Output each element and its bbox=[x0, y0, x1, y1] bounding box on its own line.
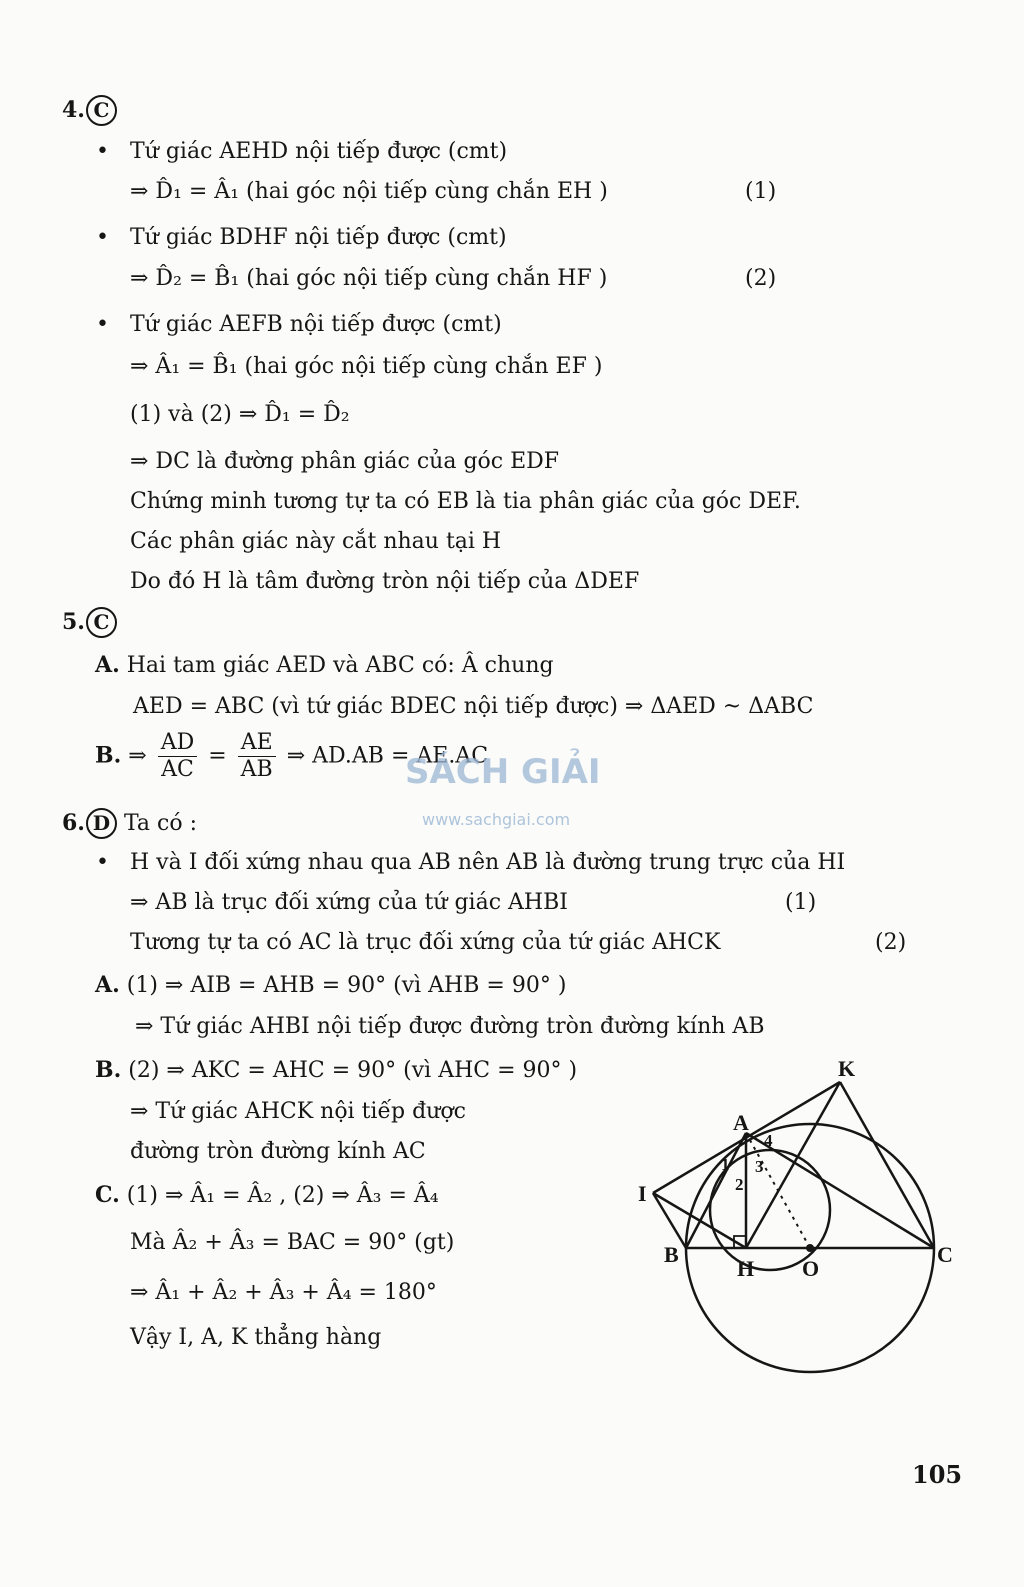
q4-line-10: Các phân giác này cắt nhau tại H bbox=[130, 529, 502, 554]
segment-ih bbox=[653, 1193, 746, 1248]
q6-answer-circle: D bbox=[86, 808, 117, 839]
label-c: C bbox=[937, 1242, 953, 1267]
q6-c-line-3: ⇒ Â₁ + Â₂ + Â₃ + Â₄ = 180° bbox=[130, 1280, 437, 1305]
center-dot-o bbox=[806, 1244, 814, 1252]
q4-line-4: ⇒ D̂₂ = B̂₁ (hai góc nội tiếp cùng chắn HF ) bbox=[130, 266, 608, 291]
q4-line-6: ⇒ Â₁ = B̂₁ (hai góc nội tiếp cùng chắn EF ) bbox=[130, 354, 603, 379]
label-angle-3: 3 bbox=[755, 1157, 764, 1176]
q4-number: 4. bbox=[62, 97, 85, 123]
label-b: B bbox=[664, 1242, 679, 1267]
q6-tag-2: (2) bbox=[875, 930, 907, 955]
segment-ac bbox=[746, 1133, 934, 1248]
q4-line-11: Do đó H là tâm đường tròn nội tiếp của ΔDEF bbox=[130, 569, 640, 594]
q5-a-text: Hai tam giác AED và ABC có: Â chung bbox=[126, 653, 554, 678]
q6-a-line-2: ⇒ Tứ giác AHBI nội tiếp được đường tròn đường kính AB bbox=[135, 1014, 765, 1039]
q4-line-5: • Tứ giác AEFB nội tiếp được (cmt) bbox=[130, 310, 502, 340]
label-k: K bbox=[838, 1056, 856, 1081]
q5-b-eq: = bbox=[208, 743, 227, 769]
q4-tag-2: (2) bbox=[745, 266, 777, 291]
segment-ib bbox=[653, 1193, 686, 1248]
q6-b-text: (2) ⇒ AKC = AHC = 90° (vì AHC = 90° ) bbox=[128, 1058, 578, 1083]
q4-line-3: • Tứ giác BDHF nội tiếp được (cmt) bbox=[130, 223, 507, 253]
q6-b-line-2: ⇒ Tứ giác AHCK nội tiếp được bbox=[130, 1099, 466, 1124]
q6-a-text: (1) ⇒ AIB = AHB = 90° (vì AHB = 90° ) bbox=[126, 973, 567, 998]
q4-line-8: ⇒ DC là đường phân giác của góc EDF bbox=[130, 449, 560, 474]
frac2-denominator: AB bbox=[240, 757, 273, 782]
frac1-denominator: AC bbox=[161, 757, 194, 782]
q4-line-1: • Tứ giác AEHD nội tiếp được (cmt) bbox=[130, 137, 507, 167]
q6-c-text: (1) ⇒ Â₁ = Â₂ , (2) ⇒ Â₃ = Â₄ bbox=[126, 1183, 439, 1208]
label-angle-4: 4 bbox=[764, 1131, 773, 1150]
label-h: H bbox=[737, 1256, 755, 1281]
q4-line-7: (1) và (2) ⇒ D̂₁ = D̂₂ bbox=[130, 402, 350, 427]
q4-line-9: Chứng minh tương tự ta có EB là tia phân giác của góc DEF. bbox=[130, 489, 801, 514]
q6-a-label: A. bbox=[95, 972, 120, 998]
q5-answer-circle: C bbox=[86, 607, 117, 638]
label-i: I bbox=[638, 1181, 647, 1206]
q6-intro: Ta có : bbox=[123, 811, 198, 836]
q6-number: 6. bbox=[62, 810, 85, 836]
q5-number: 5. bbox=[62, 609, 85, 635]
watermark-url: www.sachgiai.com bbox=[422, 810, 571, 829]
q6-c-line-4: Vậy I, A, K thẳng hàng bbox=[130, 1325, 382, 1350]
q4-answer-circle: C bbox=[86, 95, 117, 126]
q6-tag-1: (1) bbox=[785, 890, 817, 915]
q6-line-1: • H và I đối xứng nhau qua AB nên AB là đường trung trực của HI bbox=[130, 848, 845, 878]
label-angle-1: 1 bbox=[721, 1155, 730, 1174]
q5-b-arrow: ⇒ bbox=[128, 743, 147, 769]
label-o: O bbox=[802, 1256, 820, 1281]
q6-c-label: C. bbox=[95, 1182, 120, 1208]
segment-kc bbox=[840, 1082, 934, 1248]
label-angle-2: 2 bbox=[735, 1175, 744, 1194]
q6-c-line-2: Mà Â₂ + Â₃ = BAC = 90° (gt) bbox=[130, 1230, 455, 1255]
q5-b-label: B. bbox=[95, 742, 122, 769]
page-number: 105 bbox=[912, 1460, 963, 1489]
q6-b-label: B. bbox=[95, 1057, 122, 1083]
q5-b-tail: ⇒ AD.AB = AE.AC bbox=[286, 743, 489, 769]
q6-b-line-3: đường tròn đường kính AC bbox=[130, 1139, 426, 1164]
q4-tag-1: (1) bbox=[745, 179, 777, 204]
q5-line-a2: AED = ABC (vì tứ giác BDEC nội tiếp được) ⇒ ΔAED ~ ΔABC bbox=[133, 694, 814, 719]
q6-line-3: Tương tự ta có AC là trục đối xứng của tứ giác AHCK bbox=[130, 930, 721, 955]
q5-a-label: A. bbox=[95, 652, 120, 678]
frac1-numerator: AD bbox=[158, 730, 198, 757]
label-a: A bbox=[733, 1110, 749, 1135]
frac2-numerator: AE bbox=[238, 730, 276, 757]
q4-line-2: ⇒ D̂₁ = Â₁ (hai góc nội tiếp cùng chắn EH ) bbox=[130, 179, 608, 204]
q6-line-2: ⇒ AB là trục đối xứng của tứ giác AHBI bbox=[130, 890, 568, 915]
watermark-brand: SÁCH GIẢI bbox=[405, 752, 601, 792]
